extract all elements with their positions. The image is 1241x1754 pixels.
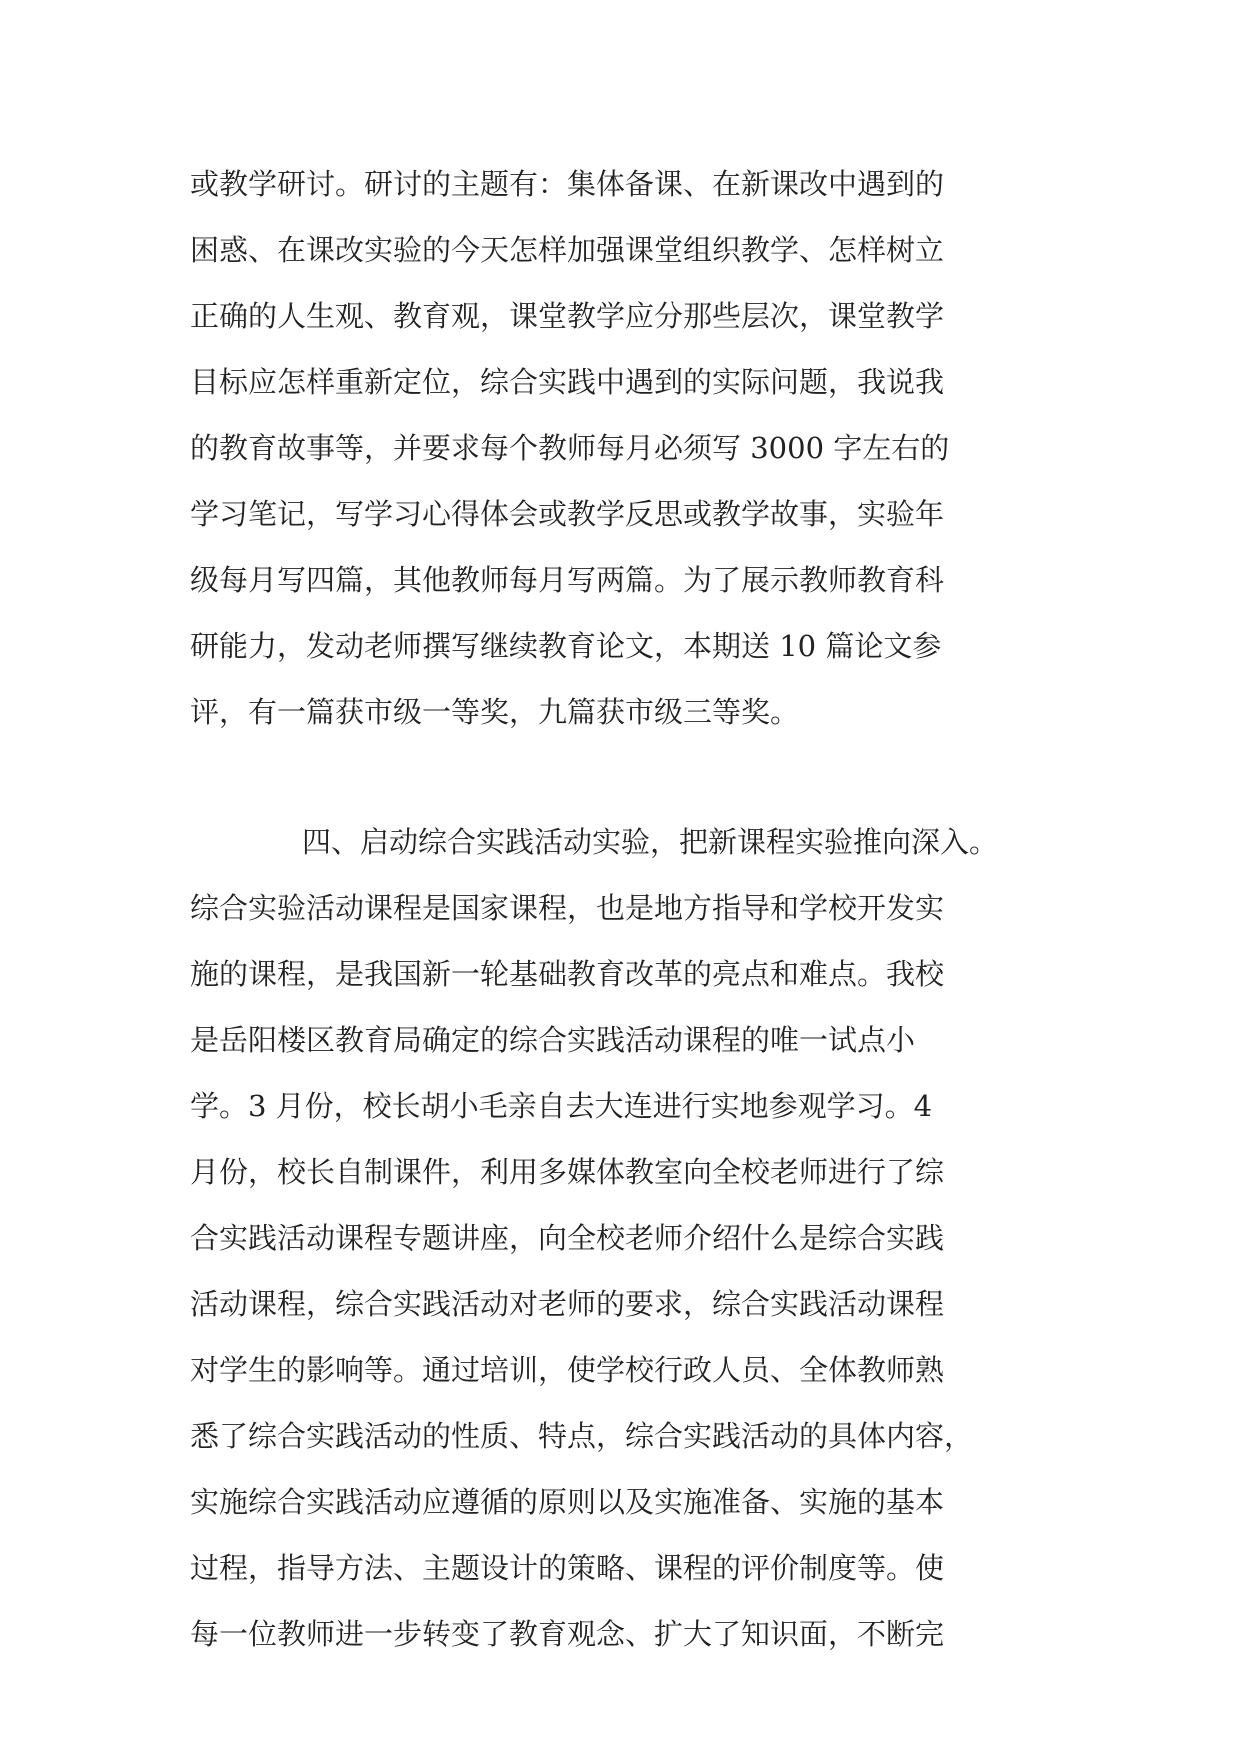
paragraph-line: 每一位教师进一步转变了教育观念、扩大了知识面，不断完 (190, 1617, 945, 1651)
paragraph-line: 学。3 月份，校长胡小毛亲自去大连进行实地参观学习。4 (190, 1089, 933, 1123)
paragraph-line: 活动课程，综合实践活动对老师的要求，综合实践活动课程 (190, 1287, 945, 1321)
paragraph-line: 或教学研讨。研讨的主题有：集体备课、在新课改中遇到的 (190, 167, 945, 201)
paragraph-line: 研能力，发动老师撰写继续教育论文，本期送 10 篇论文参 (190, 629, 942, 663)
section-heading-line: 四、启动综合实践活动实验，把新课程实验推向深入。 (302, 825, 999, 859)
paragraph-line: 合实践活动课程专题讲座，向全校老师介绍什么是综合实践 (190, 1221, 945, 1255)
paragraph-line: 评，有一篇获市级一等奖，九篇获市级三等奖。 (190, 695, 800, 729)
paragraph-line: 目标应怎样重新定位，综合实践中遇到的实际问题，我说我 (190, 365, 945, 399)
paragraph-line: 综合实验活动课程是国家课程，也是地方指导和学校开发实 (190, 891, 945, 925)
paragraph-line: 级每月写四篇，其他教师每月写两篇。为了展示教师教育科 (190, 563, 945, 597)
paragraph-line: 的教育故事等，并要求每个教师每月必须写 3000 字左右的 (190, 431, 950, 465)
paragraph-line: 过程，指导方法、主题设计的策略、课程的评价制度等。使 (190, 1551, 945, 1585)
paragraph-line: 实施综合实践活动应遵循的原则以及实施准备、实施的基本 (190, 1485, 945, 1519)
paragraph-line: 悉了综合实践活动的性质、特点，综合实践活动的具体内容， (190, 1419, 974, 1453)
paragraph-line: 正确的人生观、教育观，课堂教学应分那些层次，课堂教学 (190, 299, 945, 333)
paragraph-line: 月份，校长自制课件，利用多媒体教室向全校老师进行了综 (190, 1155, 945, 1189)
paragraph-line: 困惑、在课改实验的今天怎样加强课堂组织教学、怎样树立 (190, 233, 945, 267)
paragraph-line: 是岳阳楼区教育局确定的综合实践活动课程的唯一试点小 (190, 1023, 916, 1057)
paragraph-line: 施的课程，是我国新一轮基础教育改革的亮点和难点。我校 (190, 957, 945, 991)
paragraph-line: 学习笔记，写学习心得体会或教学反思或教学故事，实验年 (190, 497, 945, 531)
paragraph-line: 对学生的影响等。通过培训，使学校行政人员、全体教师熟 (190, 1353, 945, 1387)
